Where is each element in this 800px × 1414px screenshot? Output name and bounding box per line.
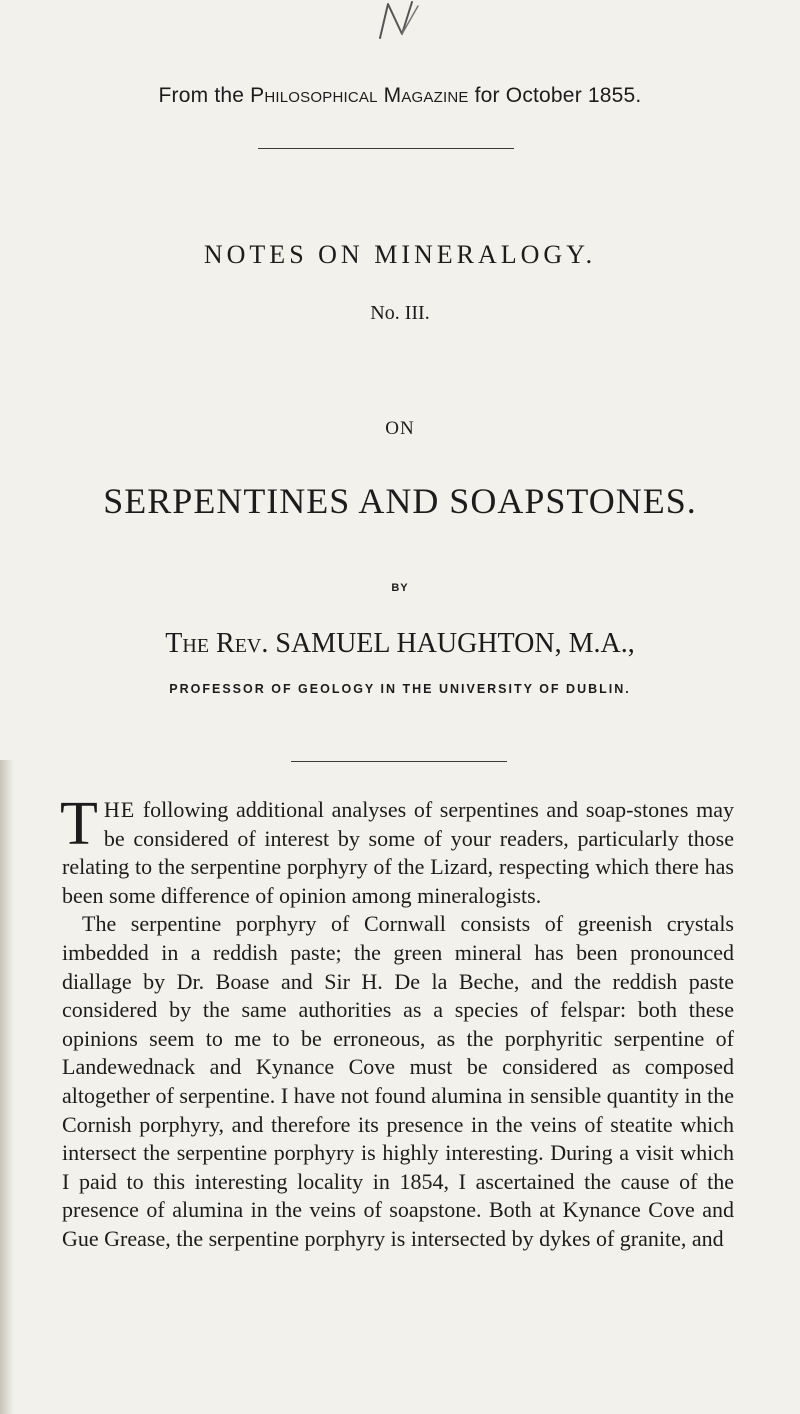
article-title: SERPENTINES AND SOAPSTONES.: [103, 481, 697, 521]
series-title: NOTES ON MINERALOGY.: [203, 240, 597, 269]
author-name: SAMUEL HAUGHTON, M.A.,: [275, 628, 635, 659]
on-label: ON: [385, 418, 415, 439]
source-citation: From the Philosophical Magazine for October 1855.: [158, 84, 642, 107]
top-divider: [258, 148, 514, 149]
title-divider: [291, 761, 507, 762]
paragraph-1: THE following additional analyses of serpentines and soap-stones may be considered of interest by some of your readers, particularly those relating to the serpentine porphyry of the Lizard, respecting which there has been some difference of opinion among mineralogists.: [60, 790, 734, 908]
series-number: No. III.: [370, 302, 430, 324]
author-affiliation: PROFESSOR OF GEOLOGY IN THE UNIVERSITY OF DUBLIN.: [169, 682, 631, 696]
handwritten-mark-icon: [372, 0, 424, 40]
article-body: [60, 790, 734, 1254]
journal-name: Philosophical Magazine: [250, 84, 469, 107]
author-prefix: The Rev.: [165, 628, 269, 659]
paragraph-2: The serpentine porphyry of Cornwall consists of greenish crystals imbedded in a reddish paste; the green mineral has been pronounced diallage by Dr. Boase and Sir H. De la Beche, and the reddish paste considered by the same authorities as a species of felspar: both these opinions seem to me to be erroneous, as the porphyritic serpentine of Landewednack and Kynance Cove must be considered as composed altogether of serpentine. I have not found alumina in sensible quantity in the Cornish porphyry, and therefore its presence in the veins of steatite which intersect the serpentine porphyry is highly interesting. During a visit which I paid to this interesting locality in 1854, I ascertained the cause of the presence of alumina in the veins of soapstone. Both at Kynance Cove and Gue Grease, the serpentine porphyry is intersected by dykes of granite, and: [62, 911, 734, 1251]
by-label: BY: [391, 582, 409, 594]
page-edge-shadow: [0, 760, 14, 1414]
author-line: [0, 628, 800, 660]
drop-cap: T: [60, 790, 98, 858]
